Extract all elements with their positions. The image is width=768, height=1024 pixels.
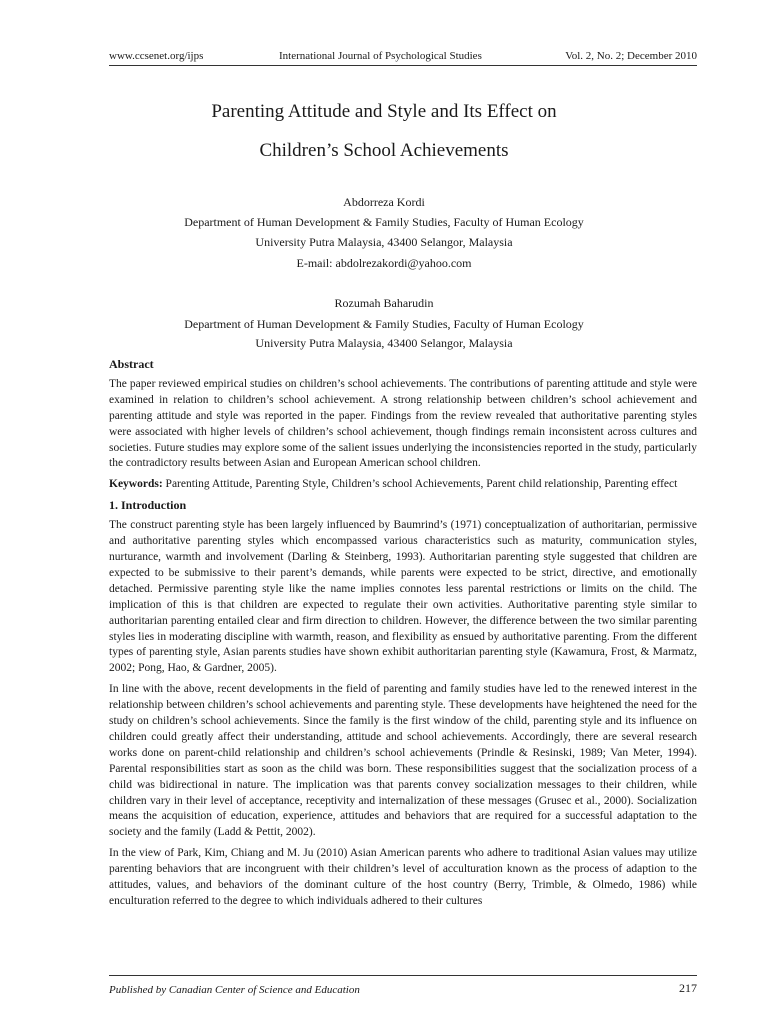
author-email[interactable]: E-mail: abdolrezakordi@yahoo.com (296, 256, 472, 270)
publisher-credit: Published by Canadian Center of Science and Education (109, 984, 360, 996)
author-department: Department of Human Development & Family Studies, Faculty of Human Ecology (184, 215, 584, 229)
page-number: 217 (679, 981, 697, 995)
journal-url[interactable]: www.ccsenet.org/ijps (109, 50, 204, 62)
author-university: University Putra Malaysia, 43400 Selangor, Malaysia (255, 235, 513, 249)
author-department: Department of Human Development & Family Studies, Faculty of Human Ecology (184, 317, 584, 331)
keywords-label: Keywords: (109, 478, 163, 491)
volume-info: Vol. 2, No. 2; December 2010 (565, 50, 697, 62)
page-footer (109, 975, 697, 996)
author-name: Rozumah Baharudin (334, 296, 434, 310)
keywords-text: Parenting Attitude, Parenting Style, Children’s school Achievements, Parent child relationship, Parenting effect (165, 478, 678, 491)
paragraph: In line with the above, recent developments in the field of parenting and family studies have led to the renewed interest in the relationship between children’s school achievements and parenting style. These developments have heightened the need for the study on children’s school achievements. Since the family is the first window of the child, parenting style and its influence on children could greatly affect their understanding, attitude and school achievements. Accordingly, there are several research works done on parent-child relationship and children’s school achievements (Prindle & Resinski, 1989; Van Meter, 1994). Parental responsibilities start as soon as the child was born. These responsibilities suggest that the socialization process of a child was bidirectional in nature. The implication was that parents convey socialization messages to their children, while children vary in their level of acceptance, receptivity and internalization of these messages (Grusec et al., 2000). Socialization means the acquisition of education, experience, attitudes and behaviors that are required for a successful adaptation to the society and the family (Ladd & Pettit, 2002). (109, 683, 697, 839)
paper-title-line-2: Children’s School Achievements (259, 140, 509, 161)
paragraph: The construct parenting style has been largely influenced by Baumrind’s (1971) conceptualization of authoritarian, permissive and authoritative parenting styles which encompassed various characteristics such as maturity, communication styles, nurturance, warmth and involvement (Darling & Steinberg, 1993). Authoritarian parenting style suggested that children are expected to be submissive to their parent’s demands, while parents were expected to be strict, directive, and emotionally detached. Permissive parenting style like the name implies connotes less parental restrictions or limits on the child. The implication of this is that children are expected to regulate their own activities. Authoritative parenting style similar to authoritarian parenting entailed clear and firm direction to children. However, the difference between the two similar parenting styles lies in moderating discipline with warmth, reason, and flexibility as ensued by authoritative parenting. From the different types of parenting style, Asian parents studies have shown exhibit authoritarian parenting style (Kawamura, Frost, & Marmatz, 2002; Pong, Hao, & Gardner, 2005). (109, 519, 697, 675)
keywords (109, 477, 697, 493)
journal-name: International Journal of Psychological Studies (279, 50, 482, 62)
paragraph: In the view of Park, Kim, Chiang and M. Ju (2010) Asian American parents who adhere to traditional Asian values may utilize parenting behaviors that are incongruent with their children’s level of acculturation known as the process of adaption to the attitudes, values, and behaviors of the dominant culture of the host country (Berry, Trimble, & Olmedo, 1986) while enculturation referred to the degree to which individuals adhered to their cultures (109, 847, 697, 907)
section-heading: 1. Introduction (109, 498, 187, 513)
paper-title-line-1: Parenting Attitude and Style and Its Effect on (211, 101, 557, 122)
author-name: Abdorreza Kordi (343, 195, 425, 209)
abstract-text: The paper reviewed empirical studies on children’s school achievements. The contributions of parenting attitude and style were examined in relation to children’s school achievement. A strong relationship between children’s school achievement and parenting attitude and style was reported in the paper. Findings from the review revealed that authoritative parenting styles were associated with higher levels of children’s school achievement, though findings remain inconsistent across cultures and societies. Future studies may explore some of the salient issues underlying the inconsistencies reported in the study, particularly the contradictory results between Asian and European American school children. (109, 377, 697, 470)
abstract-heading: Abstract (109, 357, 154, 371)
main-text (109, 357, 697, 915)
running-header (109, 47, 697, 66)
author-university: University Putra Malaysia, 43400 Selangor, Malaysia (255, 336, 513, 350)
